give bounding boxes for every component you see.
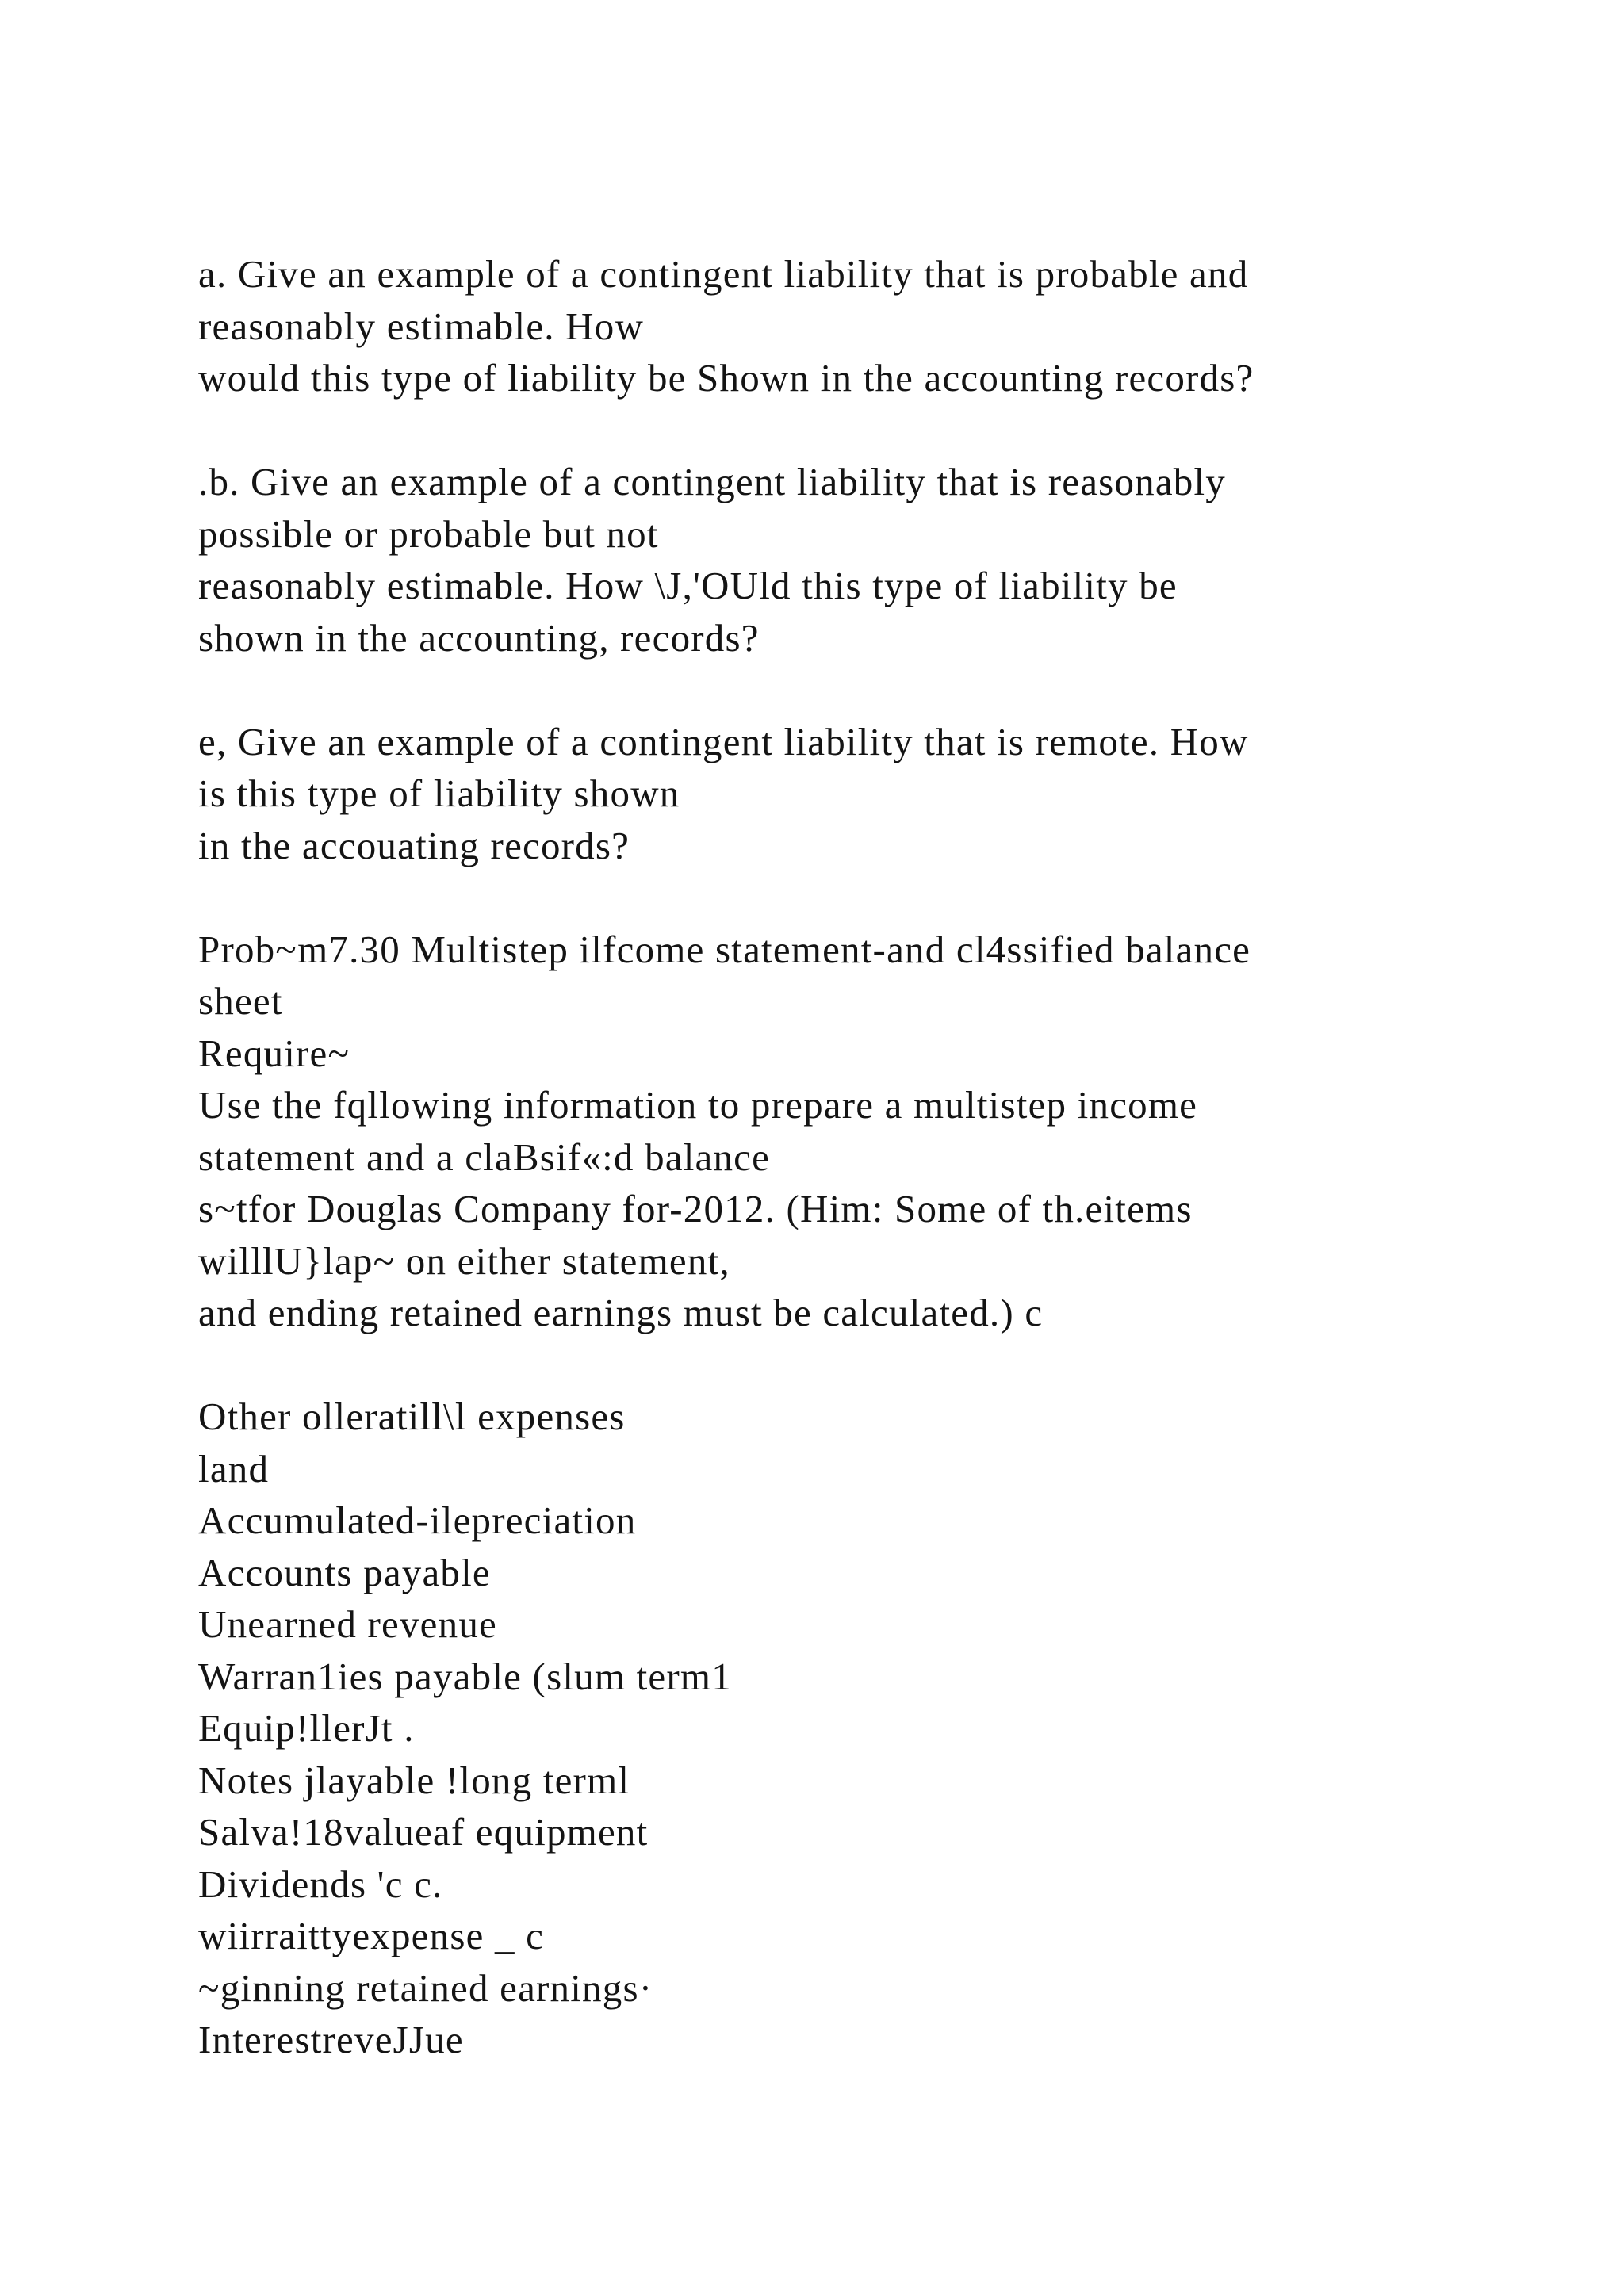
text-line: Use the fqllowing information to prepare a multistep income [198,1083,1198,1127]
problem-heading: Prob~m7.30 Multistep ilfcome statement-and cl4ssified balance [198,927,1251,971]
text-line: sheet [198,979,283,1023]
text-line: reasonably estimable. How \J,'OUld this type of liability be [198,564,1178,607]
account-item: InterestreveJJue [198,2018,464,2061]
account-item: wiirraittyexpense _ c [198,1914,545,1957]
text-line: a. Give an example of a contingent liability that is probable and [198,252,1249,296]
account-item: Unearned revenue [198,1602,497,1646]
account-item: Other olleratill\l expenses [198,1395,626,1438]
text-line: e, Give an example of a contingent liability that is remote. How [198,719,1249,763]
text-line: reasonably estimable. How [198,304,645,348]
text-line: statement and a claBsif«:d balance [198,1135,771,1179]
text-line: in the accouating records? [198,823,630,867]
account-item: Accounts payable [198,1550,491,1594]
paragraph-gap [198,664,1507,716]
paragraph-gap [198,1339,1507,1391]
text-line: possible or probable but not [198,511,659,556]
text-line: shown in the accounting, records? [198,615,760,660]
text-line: willlU}lap~ on either statement, [198,1238,730,1283]
text-line: s~tfor Douglas Company for-2012. (Him: Some of th.eitems [198,1187,1193,1230]
account-item: Equip!llerJt . [198,1706,415,1750]
account-item: Accumulated-ilepreciation [198,1498,637,1542]
account-item: land [198,1446,270,1490]
account-item: Salva!18valueaf equipment [198,1810,649,1854]
document-body [198,248,1507,2066]
account-item: Warran1ies payable (slum term1 [198,1654,732,1698]
account-item: Dividends 'c c. [198,1862,443,1906]
question-b [198,456,1507,664]
account-list [198,1391,1507,2066]
paragraph-gap [198,404,1507,457]
problem-7-30 [198,924,1507,1339]
text-line: would this type of liability be Shown in the accounting records? [198,356,1254,400]
text-line: and ending retained earnings must be calculated.) c [198,1291,1044,1334]
account-item: ~ginning retained earnings· [198,1965,653,2010]
question-e [198,716,1507,872]
text-line: .b. Give an example of a contingent liability that is reasonably [198,460,1227,503]
paragraph-gap [198,871,1507,924]
question-a [198,248,1507,404]
account-item: Notes jlayable !long terml [198,1758,630,1802]
required-label: Require~ [198,1031,350,1075]
text-line: is this type of liability shown [198,771,680,815]
